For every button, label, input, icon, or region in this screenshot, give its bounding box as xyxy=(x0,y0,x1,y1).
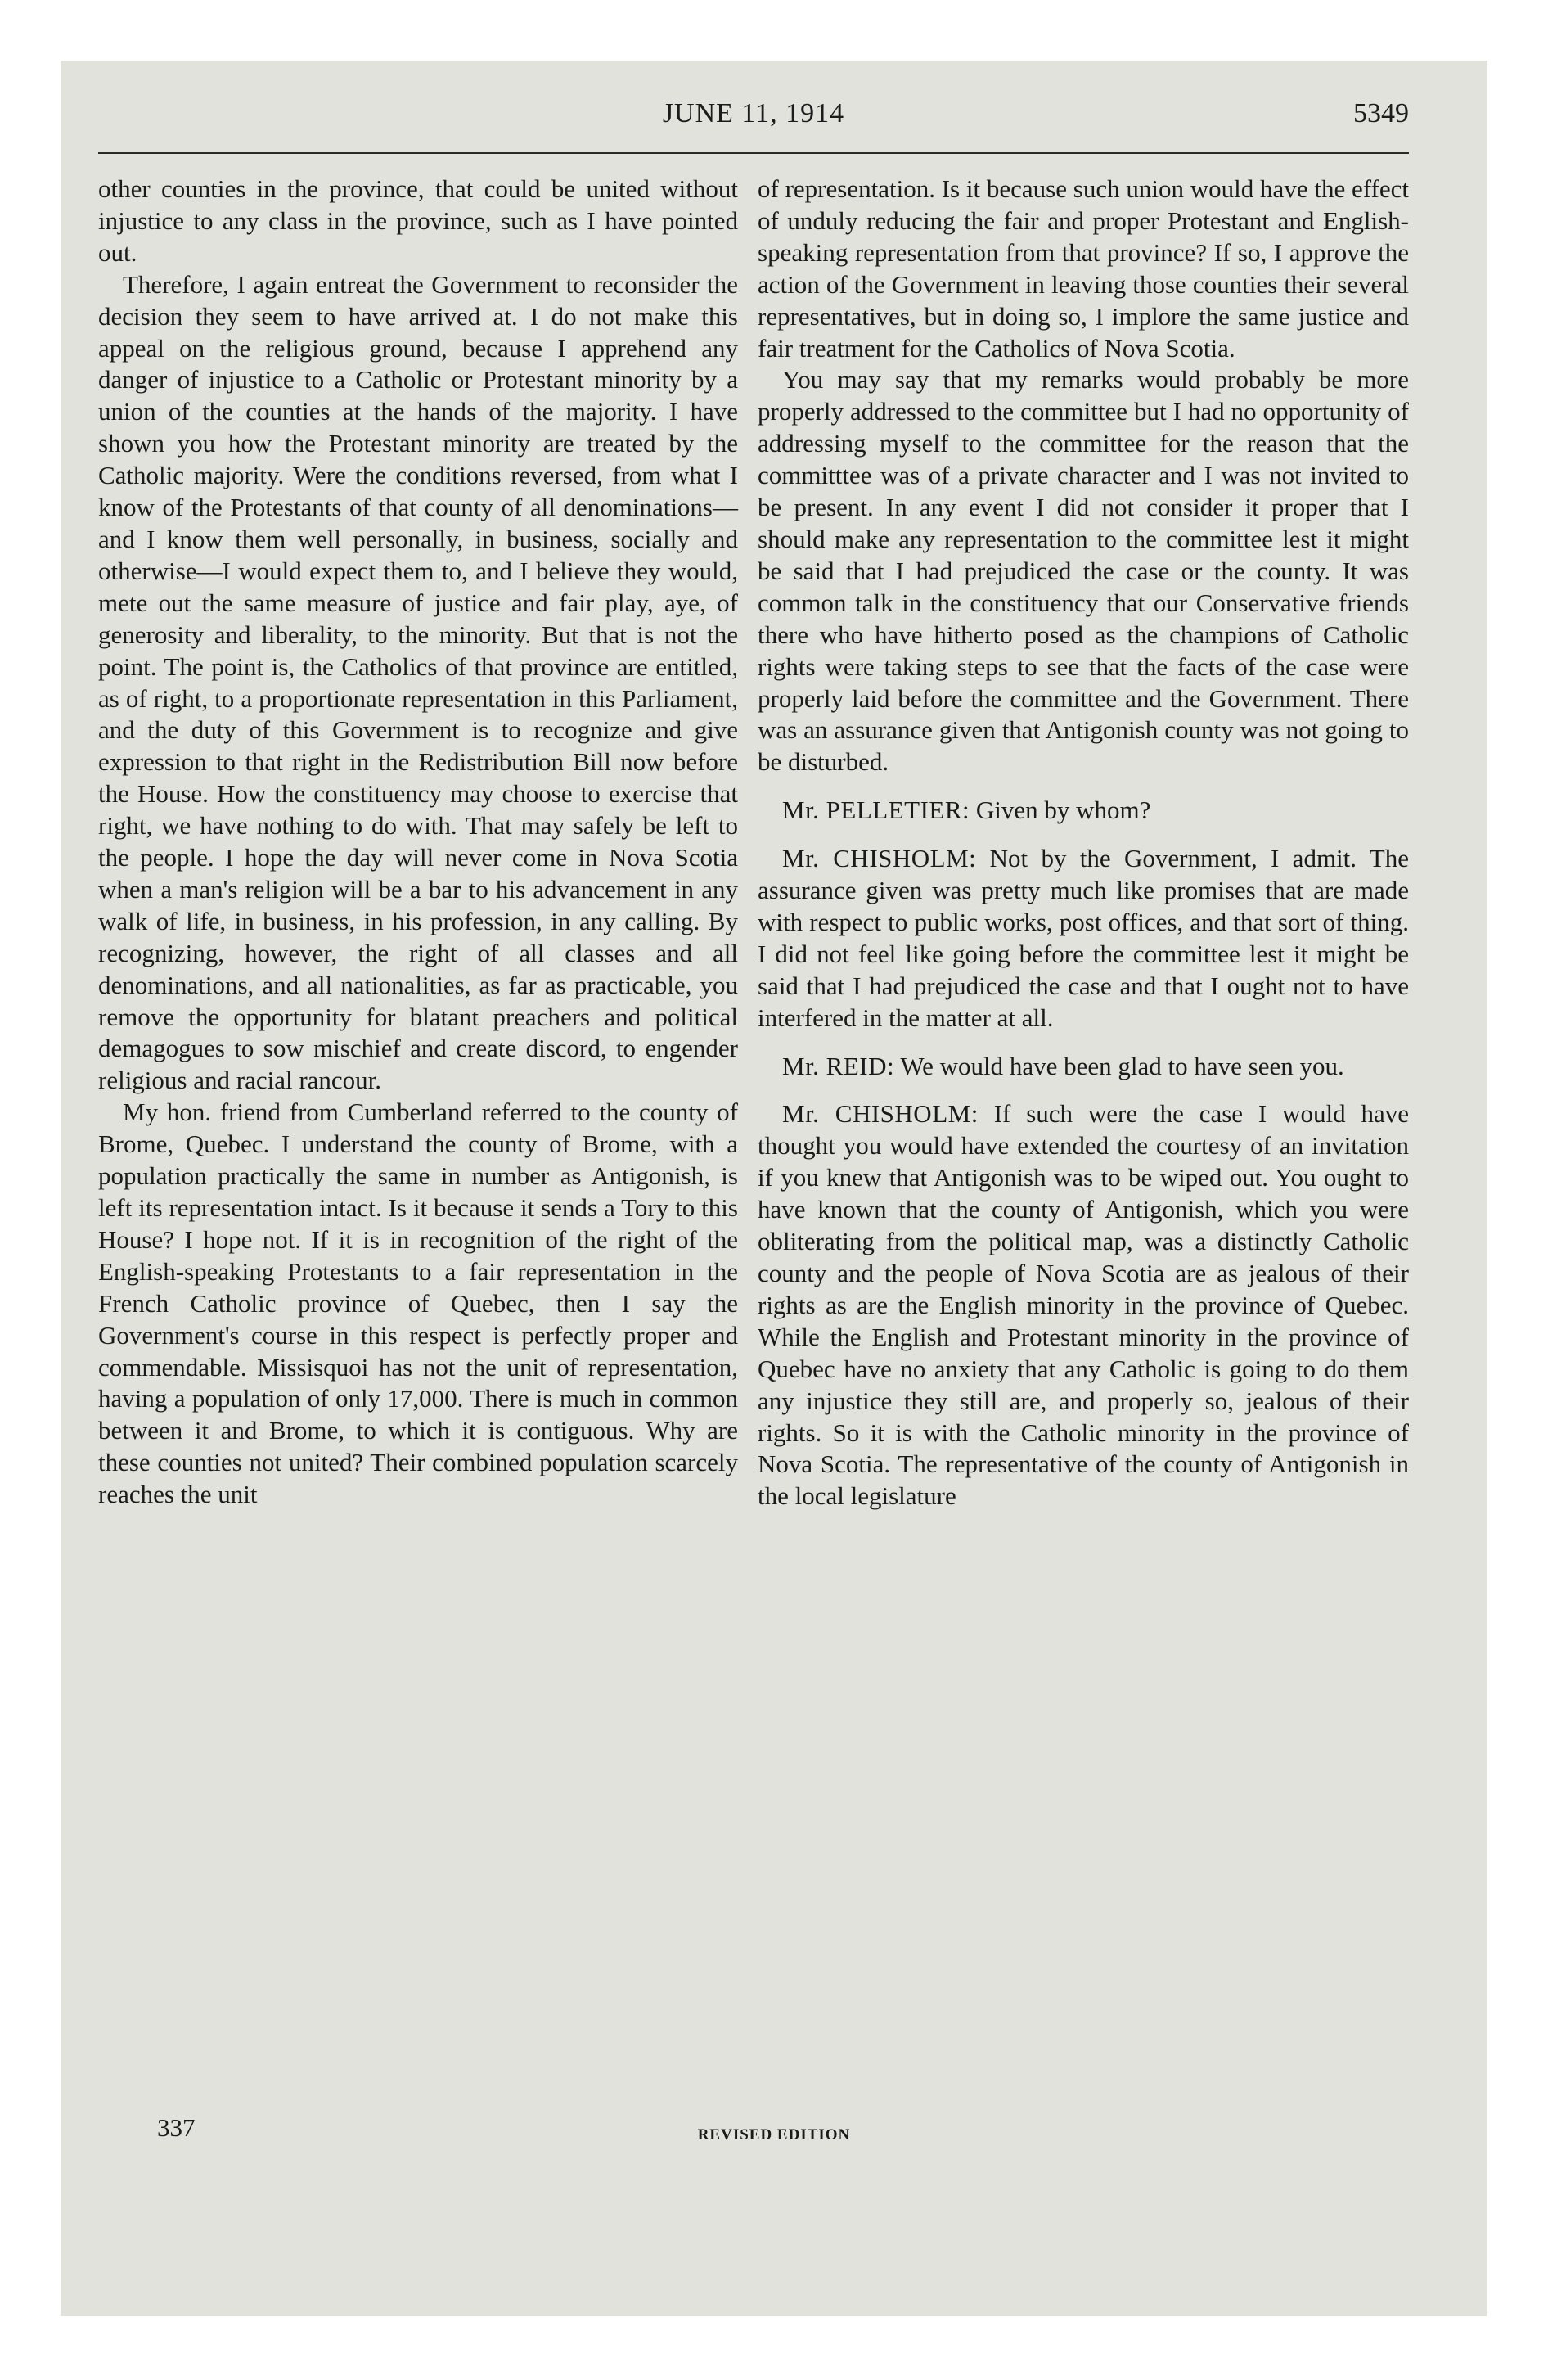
speaker-name: Mr. REID: xyxy=(782,1051,895,1080)
speech-paragraph xyxy=(758,795,1409,827)
speech-text: Given by whom? xyxy=(975,796,1151,825)
speaker-name: Mr. PELLETIER: xyxy=(782,796,970,825)
header-rule xyxy=(98,152,1409,154)
folio-number: 337 xyxy=(157,2113,196,2142)
edition-label: REVISED EDITION xyxy=(697,2126,851,2143)
paragraph: Therefore, I again entreat the Government to reconsider the decision they seem to have arrived at. I do not make this appeal on the religious ground, because I apprehend any danger of injustice to a Catholic or Protestant minority by a union of the counties at the hands of the majority. I have shown you how the Protestant minority are treated by the Catholic majority. Were the conditions reversed, from what I know of the Protestants of that county of all denominations—and I know them well personally, in business, socially and otherwise—I would expect them to, and I believe they would, mete out the same measure of justice and fair play, aye, of generosity and liberality, to the minority. But that is not the point. The point is, the Catholics of that province are entitled, as of right, to a proportionate representation in this Parliament, and the duty of this Government is to recognize and give expression to that right in the Redistribution Bill now before the House. How the constituency may choose to exercise that right, we have nothing to do with. That may safely be left to the people. I hope the day will never come in Nova Scotia when a man's religion will be a bar to his advancement in any walk of life, in business, in his profession, in any calling. By recognizing, however, the right of all classes and all denominations, and all nationalities, as far as practicable, you remove the opportunity for blatant preachers and political demagogues to sow mischief and create discord, to engender religious and racial rancour. xyxy=(98,269,738,1095)
page-header xyxy=(98,98,1409,141)
speech-text: We would have been glad to have seen you. xyxy=(900,1051,1344,1080)
speech-paragraph xyxy=(758,1098,1409,1512)
header-page-number: 5349 xyxy=(1353,98,1409,128)
speaker-name: Mr. CHISHOLM: xyxy=(782,844,977,873)
paragraph: My hon. friend from Cumberland referred to the county of Brome, Quebec. I understand the county of Brome, with a population practically the same in number as Antigonish, is left its representation intact. Is it because it sends a Tory to this House? I hope not. If it is in recognition of the right of the English-speaking Protestants to a fair representation in the French Catholic province of Quebec, then I say the Government's course in this respect is perfectly proper and commendable. Missisquoi has not the unit of representation, having a population of only 17,000. There is much in common between it and Brome, to which it is contiguous. Why are these counties not united? Their combined population scarcely reaches the unit xyxy=(98,1098,738,1509)
speech-paragraph xyxy=(758,1051,1409,1083)
speaker-name: Mr. CHISHOLM: xyxy=(782,1099,979,1129)
speech-paragraph xyxy=(758,843,1409,1034)
paragraph: You may say that my remarks would probably be more properly addressed to the committee but I had no opportunity of addressing myself to the committee for the reason that the committtee was of a private character and I was not invited to be present. In any event I did not consider it proper that I should make any representation to the committee lest it might be said that I had prejudiced the case or the county. It was common talk in the constituency that our Conservative friends there who have hitherto posed as the champions of Catholic rights were taking steps to see that the facts of the case were properly laid before the committee and the Government. There was an assurance given that Antigonish county was not going to be disturbed. xyxy=(758,365,1409,777)
paragraph: of representation. Is it because such union would have the effect of unduly reducing the fair and proper Protestant and English-speaking representation from that province? If so, I approve the action of the Government in leaving those counties their several representatives, but in doing so, I implore the same justice and fair treatment for the Catholics of Nova Scotia. xyxy=(758,174,1409,363)
right-column xyxy=(758,174,1409,1512)
speech-text: If such were the case I would have thought you would have extended the courtesy of an invitation if you knew that Antigonish was to be wiped out. You ought to have known that the county of Antigonish, which you were obliterating from the political map, was a distinctly Catholic county and the people of Nova Scotia are as jealous of their rights as are the English minority in the province of Quebec. While the English and Protestant minority in the province of Quebec have no anxiety that any Catholic is going to do them any injustice they still are, and properly so, jealous of their rights. So it is with the Catholic minority in the province of Nova Scotia. The representative of the county of Antigonish in the local legislature xyxy=(758,1099,1409,1511)
paragraph: other counties in the province, that could be united without injustice to any class in the province, such as I have pointed out. xyxy=(98,174,738,267)
speech-text: Not by the Government, I admit. The assurance given was pretty much like promises that are made with respect to public works, post offices, and that sort of thing. I did not feel like going before the committee lest it might be said that I had prejudiced the case and that I ought not to have interfered in the matter at all. xyxy=(758,844,1409,1032)
header-date: JUNE 11, 1914 xyxy=(662,98,845,128)
left-column xyxy=(98,174,738,1511)
